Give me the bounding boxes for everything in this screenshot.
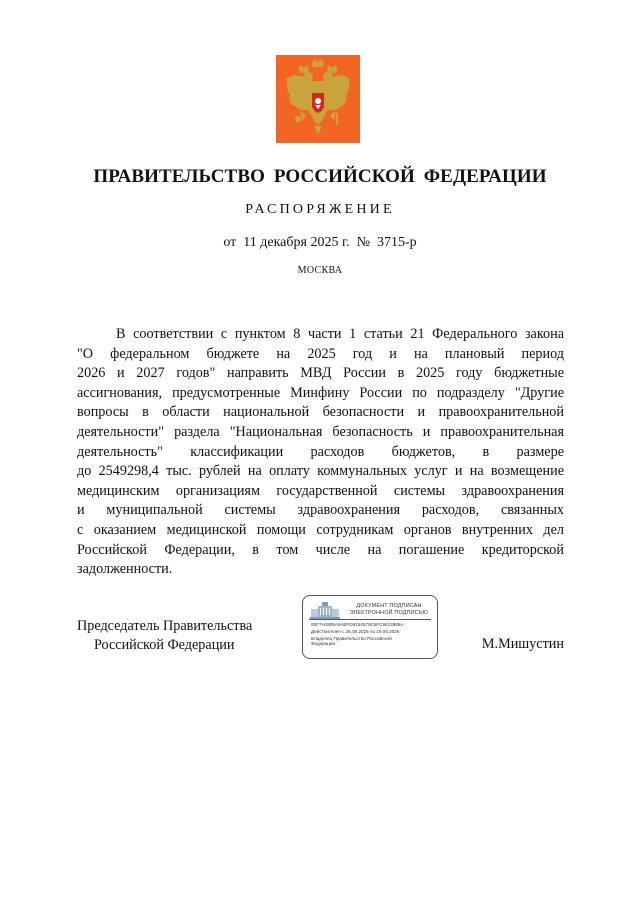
body-line: до 2549298,4 тыс. рублей на оплату коммунальных услуг и на возмещение <box>77 463 564 480</box>
owner-line: Владелец Правительство Российской <box>311 636 392 641</box>
government-building-icon <box>310 601 340 619</box>
body-line: деятельности" раздела "Национальная безопасность и правоохранительная <box>77 423 564 440</box>
certificate-number: 00F7A0905A5ABFD9154579C5FC8623885A <box>311 622 404 627</box>
stamp-header-line: ДОКУМЕНТ ПОДПИСАН <box>356 603 422 609</box>
electronic-signature-stamp <box>302 595 438 659</box>
stamp-divider <box>309 619 431 620</box>
date-number-text: от 11 декабря 2025 г. № 3715-р <box>223 235 417 250</box>
body-line: задолженности. <box>77 561 173 578</box>
body-line: Российской Федерации, в том числе на погашение кредиторской <box>77 541 564 558</box>
signatory-name: М.Мишустин <box>481 636 564 652</box>
body-line: В соответствии с пунктом 8 части 1 статьи 21 Федерального закона <box>116 326 564 342</box>
coat-of-arms <box>276 55 360 143</box>
stamp-details <box>311 621 435 647</box>
stamp-header-line: ЭЛЕКТРОННОЙ ПОДПИСЬЮ <box>349 610 429 616</box>
body-line: ассигнования, предусмотренные Минфину России по подразделу "Другие <box>77 384 564 401</box>
document-date-number <box>0 235 640 251</box>
validity-period: Действителен с 26.06.2025 по 19.09.2026 <box>311 629 400 634</box>
stamp-header <box>343 603 435 617</box>
position-line: Председатель Правительства <box>77 618 253 634</box>
government-title: ПРАВИТЕЛЬСТВО РОССИЙСКОЙ ФЕДЕРАЦИИ <box>93 166 547 187</box>
signatory-position <box>77 617 252 655</box>
owner-line: Федерации <box>311 641 336 646</box>
position-line: Российской Федерации <box>94 637 235 653</box>
order-body <box>77 325 564 580</box>
document-type: РАСПОРЯЖЕНИЕ <box>245 202 395 217</box>
body-line: деятельность" классификации расходов бюджетов, в размере <box>77 443 564 460</box>
body-line: "О федеральном бюджете на 2025 год и на плановый период <box>77 345 564 362</box>
city: МОСКВА <box>297 265 343 276</box>
body-line: с оказанием медицинской помощи сотрудникам органов внутренних дел <box>77 521 564 538</box>
body-line: и муниципальной системы здравоохранения расходов, связанных <box>77 502 564 519</box>
body-line: медицинским организациям государственной системы здравоохранения <box>77 482 564 499</box>
body-line: вопросы в области национальной безопасности и правоохранительной <box>77 404 564 421</box>
body-line: 2026 и 2027 годов" направить МВД России в 2025 году бюджетные <box>77 365 564 382</box>
coat-of-arms-icon <box>276 55 360 143</box>
